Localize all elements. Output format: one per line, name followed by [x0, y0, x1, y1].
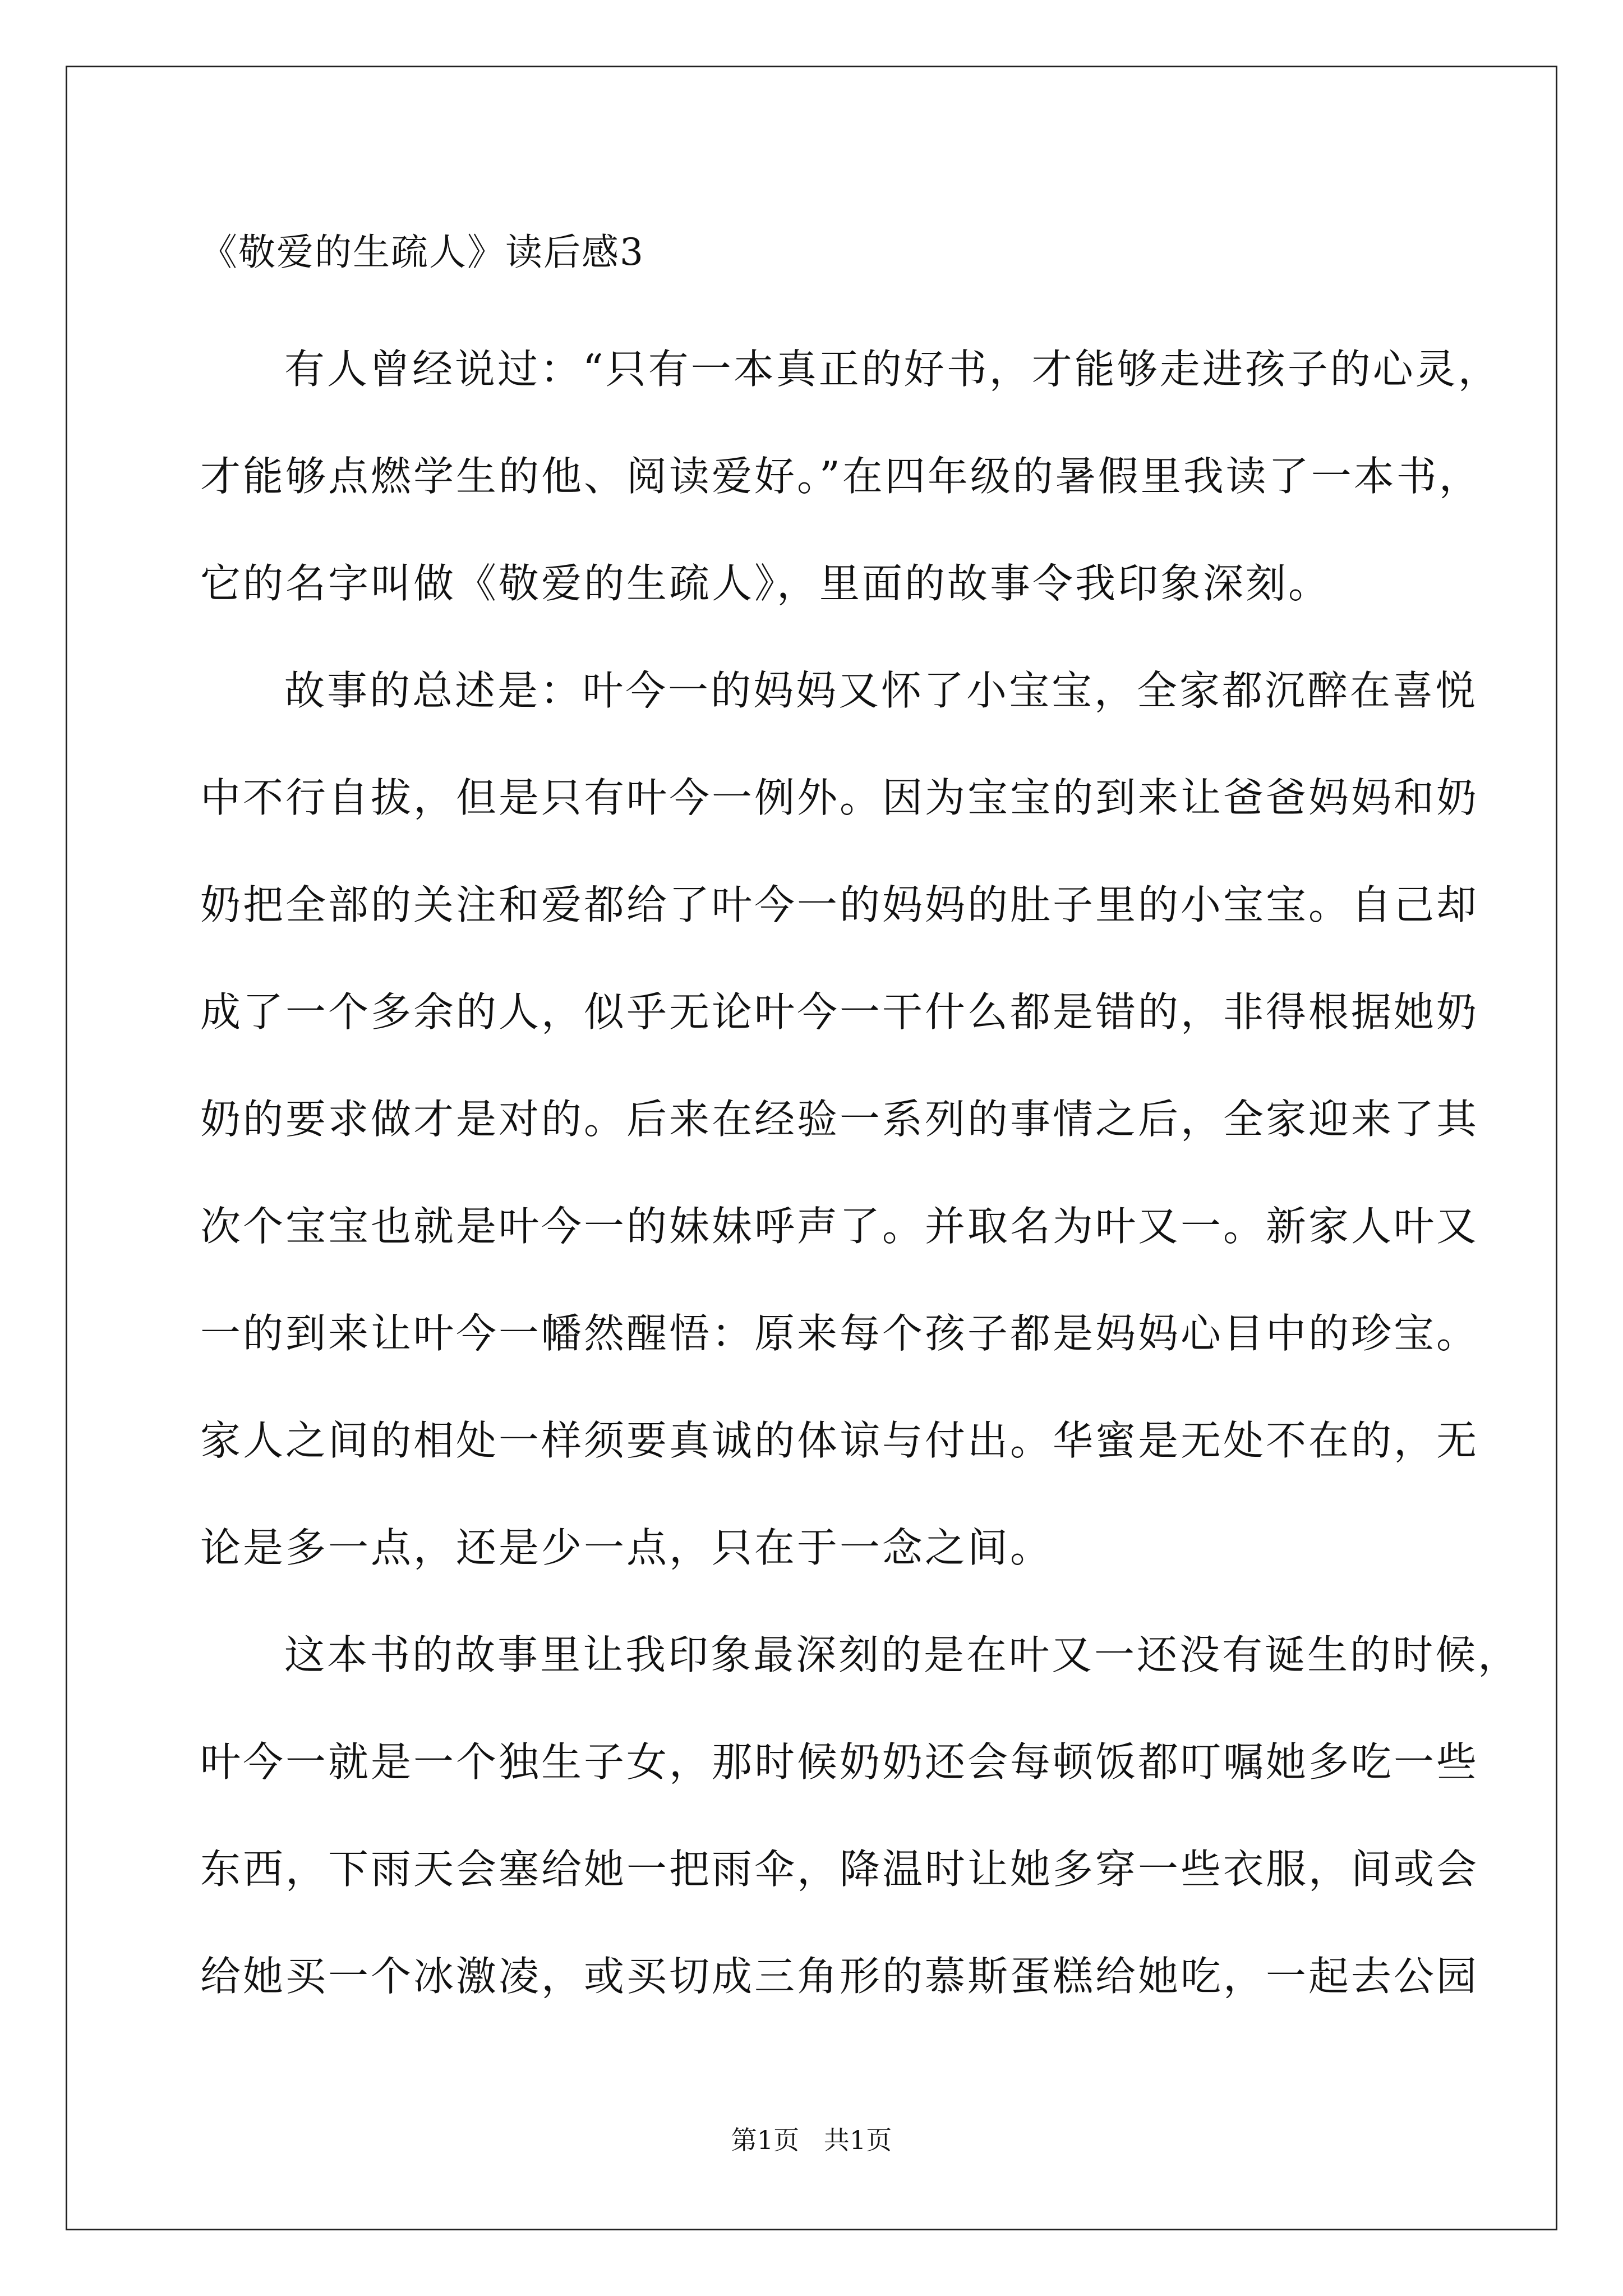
paragraph-3-line-3: 东西，下雨天会塞给她一把雨伞，降温时让她多穿一些衣服，间或会: [200, 1846, 1479, 1893]
document-title: 《敬爱的生疏人》读后感3: [200, 231, 644, 274]
paragraph-2-line-7: 一的到来让叶今一幡然醒悟：原来每个孩子都是妈妈心目中的珍宝。: [200, 1310, 1479, 1357]
document-body: [200, 316, 1521, 2030]
paragraph-1-line-2: 才能够点燃学生的他、阅读爱好。”在四年级的暑假里我读了一本书，: [200, 453, 1482, 500]
paragraph-3-line-1: 这本书的故事里让我印象最深刻的是在叶又一还没有诞生的时候，: [284, 1631, 1521, 1678]
paragraph-2-line-1: 故事的总述是：叶今一的妈妈又怀了小宝宝，全家都沉醉在喜悦: [284, 667, 1478, 714]
paragraph-1-line-3: 它的名字叫做《敬爱的生疏人》，里面的故事令我印象深刻。: [200, 560, 1331, 607]
paragraph-2-line-8: 家人之间的相处一样须要真诚的体谅与付出。华蜜是无处不在的，无: [200, 1417, 1479, 1464]
paragraph-2-line-3: 奶把全部的关注和爱都给了叶今一的妈妈的肚子里的小宝宝。自己却: [200, 881, 1479, 928]
page-footer: 第1页 共1页: [731, 2125, 892, 2155]
paragraph-1-line-1: 有人曾经说过：“只有一本真正的好书，才能够走进孩子的心灵，: [284, 346, 1501, 393]
paragraph-2-line-6: 次个宝宝也就是叶今一的妹妹呼声了。并取名为叶又一。新家人叶又: [200, 1203, 1479, 1250]
paragraph-2-line-2: 中不行自拔，但是只有叶今一例外。因为宝宝的到来让爸爸妈妈和奶: [200, 774, 1479, 821]
paragraph-2-line-5: 奶的要求做才是对的。后来在经验一系列的事情之后，全家迎来了其: [200, 1096, 1479, 1143]
paragraph-3-line-2: 叶今一就是一个独生子女，那时候奶奶还会每顿饭都叮嘱她多吃一些: [200, 1738, 1479, 1786]
paragraph-3-line-4: 给她买一个冰激凌，或买切成三角形的慕斯蛋糕给她吃，一起去公园: [200, 1953, 1479, 2000]
paragraph-2-line-4: 成了一个多余的人，似乎无论叶今一干什么都是错的，非得根据她奶: [200, 988, 1479, 1036]
paragraph-2-line-9: 论是多一点，还是少一点，只在于一念之间。: [200, 1524, 1053, 1571]
